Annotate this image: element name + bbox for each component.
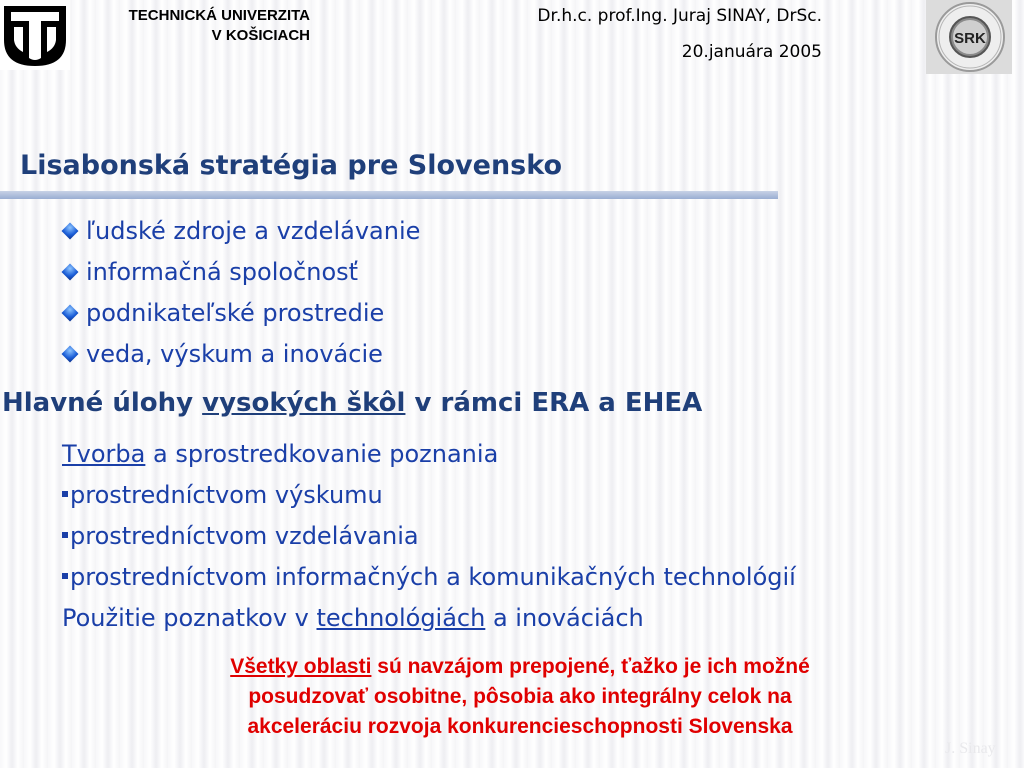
underlined-word: Tvorba xyxy=(62,440,146,468)
sub-item-text: prostredníctvom informačných a komunikačných technológií xyxy=(70,563,796,591)
university-logo xyxy=(0,0,70,70)
square-bullet-icon xyxy=(62,532,68,538)
list-item xyxy=(60,333,420,374)
heading-part: Hlavné úlohy xyxy=(2,388,203,418)
heading-part: v rámci ERA a EHEA xyxy=(405,388,703,418)
bullet-text: ľudské zdroje a vzdelávanie xyxy=(86,216,421,245)
section-heading xyxy=(2,388,702,418)
bullet-text: informačná spoločnosť xyxy=(86,257,359,286)
conclusion-note xyxy=(150,652,890,742)
date: 20.januára 2005 xyxy=(681,42,822,62)
note-text: sú navzájom prepojené, ťažko je ich možné xyxy=(371,655,810,678)
diamond-bullet-icon xyxy=(62,263,79,280)
sub-item xyxy=(62,557,796,598)
sub-item-text: prostredníctvom výskumu xyxy=(70,481,383,509)
line-text: a sprostredkovanie poznania xyxy=(145,440,499,468)
square-bullet-icon xyxy=(62,573,68,579)
slide-title: Lisabonská stratégia pre Slovensko xyxy=(20,150,563,181)
list-item xyxy=(60,210,420,251)
bullet-text: podnikateľské prostredie xyxy=(86,298,385,327)
sub-item xyxy=(62,516,796,557)
task-line xyxy=(62,598,796,639)
title-divider xyxy=(0,191,778,199)
university-name xyxy=(72,6,310,46)
square-bullet-icon xyxy=(62,491,68,497)
author: Dr.h.c. prof.Ing. Juraj SINAY, DrSc. xyxy=(537,6,822,26)
line-text: Použitie poznatkov v xyxy=(62,604,317,632)
note-underlined: Všetky oblasti xyxy=(230,655,372,678)
bullet-text: veda, výskum a inovácie xyxy=(86,339,383,368)
sub-item-text: prostredníctvom vzdelávania xyxy=(70,522,419,550)
sub-item xyxy=(62,475,796,516)
line-text: a inováciách xyxy=(485,604,644,632)
diamond-bullet-icon xyxy=(62,345,79,362)
university-name-line2: V KOŠICIACH xyxy=(211,27,310,44)
list-item xyxy=(60,292,420,333)
srk-logo-text: SRK xyxy=(954,30,986,47)
watermark: J. Sinay xyxy=(945,740,996,757)
list-item xyxy=(60,251,420,292)
heading-underlined: vysokých škôl xyxy=(202,388,406,418)
note-line: akceleráciu rozvoja konkurencieschopnosti Slovenska xyxy=(247,715,793,738)
task-line xyxy=(62,434,796,475)
diamond-bullet-icon xyxy=(62,222,79,239)
bullet-list xyxy=(60,210,420,374)
note-line: posudzovať osobitne, pôsobia ako integrálny celok na xyxy=(248,685,792,708)
tasks-block xyxy=(62,434,796,639)
diamond-bullet-icon xyxy=(62,304,79,321)
note-line xyxy=(150,652,890,682)
srk-logo xyxy=(926,0,1012,74)
university-name-line1: TECHNICKÁ UNIVERZITA xyxy=(128,7,310,24)
underlined-word: technológiách xyxy=(316,604,486,632)
